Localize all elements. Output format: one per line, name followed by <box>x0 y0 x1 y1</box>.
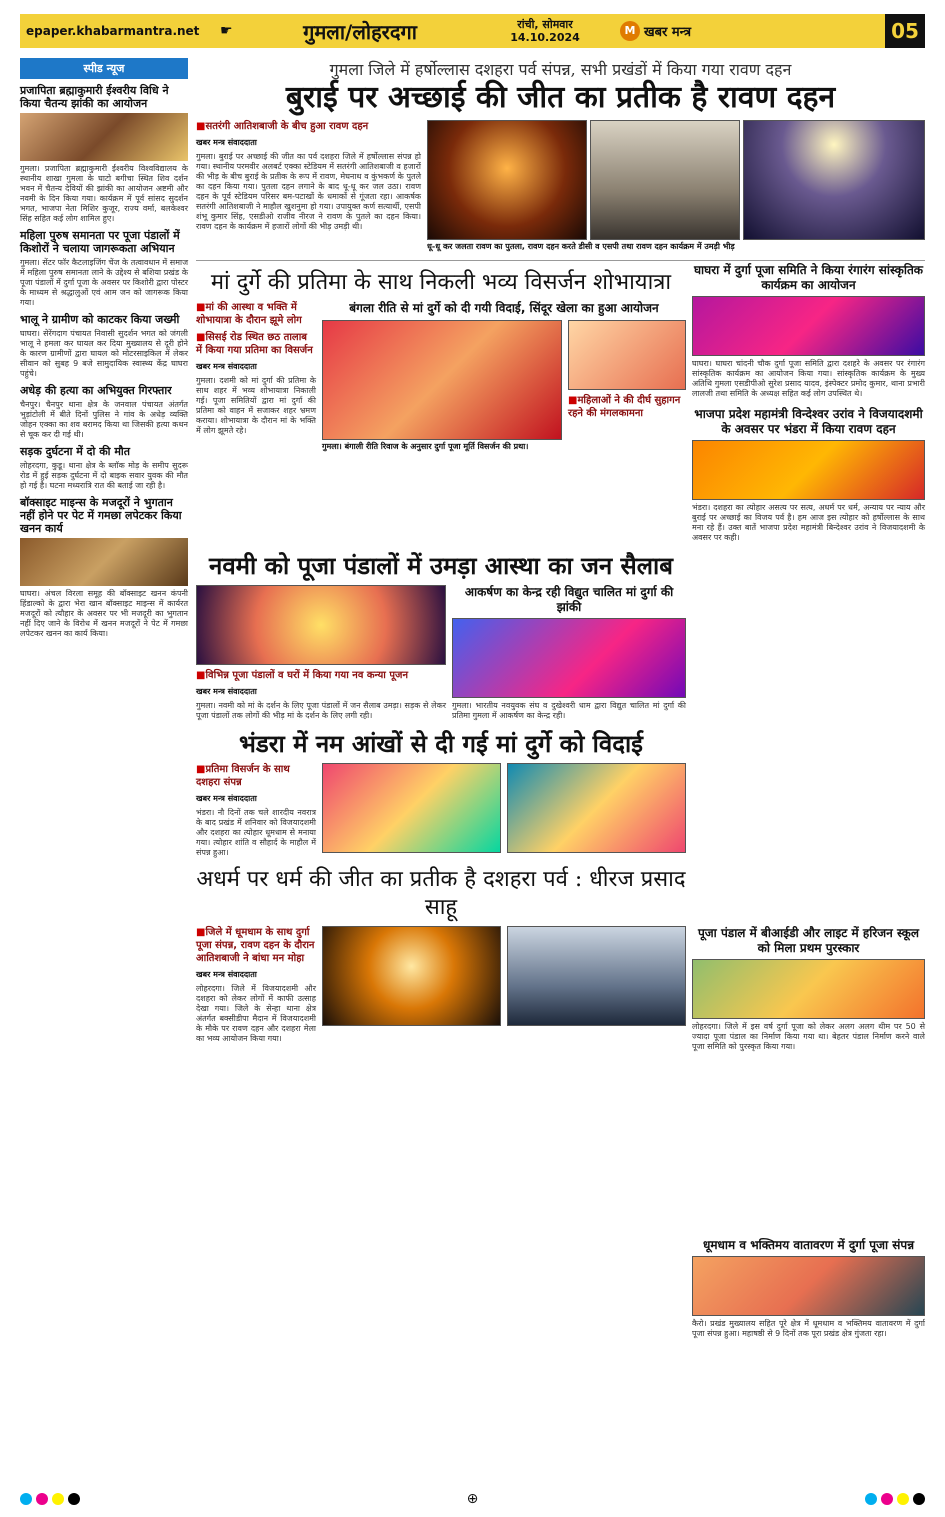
left-story-text: गुमला। सेंटर फॉर कैटलाइजिंग चेंज के तत्वावधान में समाज में महिला पुरुष समानता लाने के उद्देश्य से बशिया प्रखंड के पूजा पंडालों में दुर्गा पूजा के अवसर पर किशोरी द्वारा पोस्टर के माध्यम से श्रद्धालुओं एवं आम जन को जागरूक किया गया। <box>20 258 188 307</box>
brand-logo-icon: M <box>620 21 640 41</box>
ravan-dahan-photo <box>322 926 501 1026</box>
left-story-text: घाघरा। सेरेंगदाग पंचायत निवासी सुदर्शन भगत को जंगली भालू ने हमला कर घायल कर दिया मुख्यालय से दूरी होने के कारण ग्रामीणों द्वारा घायल को मोटरसाइकिल में लेकर सीवान को सुबह 9 बजे सामुदायिक स्वास्थ्य केंद्र घाघरा पहुंचे। <box>20 329 188 378</box>
top-caption: धू-धू कर जलता रावण का पुतला, रावण दहन करते डीसी व एसपी तथा रावण दहन कार्यक्रम में उमड़ी भीड़ <box>427 242 735 251</box>
color-dots-left <box>20 1493 80 1505</box>
left-story-title: बॉक्साइट माइन्स के मजदूरों ने भुगतान नहीं होने पर पेट में गमछा लपेटकर किया खनन कार्य <box>20 496 182 535</box>
registration-mark-icon: ⊕ <box>466 1491 479 1507</box>
left-column <box>20 58 188 639</box>
electric-jhanki-photo <box>452 618 686 698</box>
left-story-title: भालू ने ग्रामीण को काटकर किया जख्मी <box>20 313 180 326</box>
top-kicker: गुमला जिले में हर्षोल्लास दशहरा पर्व संपन्न, सभी प्रखंडों में किया गया रावण दहन <box>329 60 792 79</box>
right-column <box>692 263 925 543</box>
top-byline: खबर मन्त्र संवाददाता <box>196 138 257 147</box>
city-day: रांची, सोमवार <box>517 18 573 31</box>
issue-date <box>470 18 620 44</box>
navami-text: गुमला। नवमी को मां के दर्शन के लिए पूजा पंडालों में जन सैलाब उमड़ा। सड़क से लेकर पूजा पंडालों तक लोगों की भीड़ मां के दर्शन के लिए लगी रही। <box>196 701 446 720</box>
story-photo <box>20 113 188 161</box>
visarjan-photo-block <box>322 301 686 452</box>
cultural-program-photo <box>692 296 925 356</box>
visarjan-caption: गुमला। बंगाली रीति रिवाज के अनुसार दुर्गा पूजा मूर्ति विसर्जन की प्रथा। <box>322 442 529 451</box>
site-url[interactable]: epaper.khabarmantra.net <box>26 24 200 38</box>
officials-photo <box>590 120 740 240</box>
ghaghra-title: घाघरा में दुर्गा पूजा समिति ने किया रंगारंग सांस्कृतिक कार्यक्रम का आयोजन <box>693 263 924 292</box>
black-dot <box>913 1493 925 1505</box>
bhandra-text: भंडरा। नौ दिनों तक चले शारदीय नवरात्र के बाद प्रखंड में शनिवार को विजयादशमी और दशहरा का त्योहार धूमधाम से मनाया गया। त्योहार शांति व सौहार्द के माहौल में संपन्न हुआ। <box>196 808 316 857</box>
visarjan-byline: खबर मन्त्र संवाददाता <box>196 362 257 371</box>
bhajpa-text: भंडरा। दशहरा का त्योहार असत्य पर सत्य, अधर्म पर धर्म, अन्याय पर न्याय और बुराई पर अच्छाई का विजय पर्व है। हम आज इस त्योहार को हर्षोल्लास के साथ मना रहे हैं। उक्त बातें भाजपा प्रदेश महामंत्री बिन्देश्वर उरांव ने विजयादशमी के अवसर पर कही। <box>692 503 925 542</box>
pandal-photo <box>196 585 446 665</box>
left-story[interactable] <box>20 84 188 224</box>
left-story[interactable] <box>20 313 188 379</box>
left-story[interactable] <box>20 229 188 308</box>
left-story-title: प्रजापिता ब्रह्माकुमारी ईश्वरीय विधि ने किया चैतन्य झांकी का आयोजन <box>20 84 169 110</box>
durga-idol-photo <box>322 763 501 853</box>
sahu-text: लोहरदगा। जिले में विजयादशमी और दशहरा को लेकर लोगों में काफी उत्साह देखा गया। जिले के सेन्हा थाना क्षेत्र अंतर्गत बक्सीडीपा मैदान में विजयादशमी के मौके पर रावण दहन और दशहरा मेला का भव्य आयोजन किया गया। <box>196 984 316 1043</box>
page-number: 05 <box>885 14 925 48</box>
left-story-title: सड़क दुर्घटना में दो की मौत <box>20 445 131 458</box>
bhandra-title: भंडरा में नम आंखों से दी गई मां दुर्गे को विदाई <box>239 729 643 758</box>
visarjan-subhead: बंगला रीति से मां दुर्गे को दी गयी विदाई, सिंदूर खेला का हुआ आयोजन <box>349 301 659 315</box>
color-dots-right <box>865 1493 925 1505</box>
speed-news-tag: स्पीड न्यूज <box>20 58 188 79</box>
yellow-dot <box>897 1493 909 1505</box>
section-title: गुमला/लोहरदगा <box>303 19 417 44</box>
color-registration-bar <box>20 1491 925 1507</box>
navami-story[interactable] <box>196 551 686 721</box>
top-bullet: ■ सतरंगी आतिशबाजी के बीच हुआ रावण दहन <box>196 120 421 133</box>
cyan-dot <box>865 1493 877 1505</box>
visarjan-bullet2: ■ महिलाओं ने की दीर्घ सुहागन रहने की मंगलकामना <box>568 394 686 420</box>
visarjan-bullet: ■ मां की आस्था व भक्ति में शोभायात्रा के दौरान झूमे लोग <box>196 301 316 327</box>
story-photo <box>20 538 188 586</box>
sahu-bullet: ■ जिले में धूमधाम के साथ दुर्गा पूजा संपन्न, रावण दहन के दौरान आतिशबाजी ने बांधा मन मोहा <box>196 926 316 965</box>
women-photo <box>568 320 686 390</box>
sindoor-khela-photo <box>322 320 562 440</box>
bhandra-bullet: ■ प्रतिमा विसर्जन के साथ दशहरा संपन्न <box>196 763 316 789</box>
left-story[interactable] <box>20 496 188 639</box>
black-dot <box>68 1493 80 1505</box>
visarjan-story[interactable] <box>196 263 686 543</box>
mela-crowd-photo <box>507 926 686 1026</box>
award-story[interactable] <box>692 926 925 1052</box>
left-story-title: अधेड़ की हत्या का अभियुक्त गिरफ्तार <box>20 384 172 397</box>
left-story-text: चैनपुर। चैनपुर थाना क्षेत्र के जनवाल पंचायत अंतर्गत भुड़ांटोली में बीते दिनों पुलिस ने गांव के अधेड़ व्यक्ति जोहन एक्का का शव बरामद किया था जिसकी हत्या कथन से चूक कर दी गई थी। <box>20 400 188 439</box>
ghaghra-text: घाघरा। घाघरा चांदनी चौक दुर्गा पूजा समिति द्वारा दशहरे के अवसर पर रंगारंग सांस्कृतिक कार्यक्रम का आयोजन किया गया। सांस्कृतिक कार्यक्रम के मुख्य अतिथि गुमला एसडीपीओ सुरेश प्रसाद यादव, इंस्पेक्टर प्रमोद कुमार, थाना प्रभारी लालजी तथा समिति के अध्यक्ष सहित कई लोग उपस्थित थे। <box>692 359 925 398</box>
top-photo-block <box>427 120 925 252</box>
ghaghra-story[interactable] <box>692 263 925 399</box>
navami-text2: गुमला। भारतीय नवयुवक संघ व दुखेश्वरी धाम द्वारा विद्युत चालित मां दुर्गा की प्रतिमा गुमला में आकर्षण का केन्द्र रही। <box>452 701 686 720</box>
top-text: गुमला। बुराई पर अच्छाई की जीत का पर्व दशहरा जिले में हर्षोल्लास संपन्न हो गया। स्थानीय परमवीर अलबर्ट एक्का स्टेडियम में सतरंगी आतिशबाजी व हजारों की भीड़ के बीच बुराई के प्रतीक के रूप में रावण, मेघनाथ व कुंभकर्ण के पुतले का दहन किया गया। पुतला दहन लगाने के बाद धू-धू कर जल उठा। रावण दहन के पूर्व स्टेडियम परिसर बम-पटाखों के धमाकों से गूंजता रहा। आकर्षक सतरंगी आतिशबाजी ने माहौल खुशनुमा हो गया। उपायुक्त कर्ण सत्यार्थी, एसपी शंभू कुमार सिंह, एसडीओ राजीव नीरज ने रावण के पुतले का दहन किया। रावण दहन के कार्यक्रम में हजारों लोगों की भीड़ उमड़ी थी। <box>196 152 421 231</box>
magenta-dot <box>36 1493 48 1505</box>
left-story[interactable] <box>20 445 188 491</box>
brand <box>620 21 730 41</box>
sahu-story[interactable] <box>196 866 686 1044</box>
left-story-text: घाघरा। अंचल विरला समूह की बॉक्साइट खनन कंपनी हिंडाल्को के द्वारा भेरा खान बॉक्साइट माइन्स में कार्यरत मजदूरों को त्यौहार के अवसर पर भी मजदूरी का भुगतान नहीं दिए जाने के विरोध में खनन मजदूरों ने पेट में गमछा लपेटकर खनन का कार्य किया। <box>20 589 188 638</box>
navami-title: नवमी को पूजा पंडालों में उमड़ा आस्था का जन सैलाब <box>209 551 673 580</box>
bhajpa-story[interactable] <box>692 407 925 543</box>
sahu-byline: खबर मन्त्र संवाददाता <box>196 970 257 979</box>
cyan-dot <box>20 1493 32 1505</box>
bhandra-story[interactable] <box>196 729 686 858</box>
left-story[interactable] <box>20 384 188 440</box>
top-text-block <box>196 120 421 252</box>
navami-bullet: ■ विभिन्न पूजा पंडालों व घरों में किया गया नव कन्या पूजन <box>196 669 446 682</box>
left-story-title: महिला पुरुष समानता पर पूजा पंडालों में किशोरों ने चलाया जागरूकता अभियान <box>20 229 180 255</box>
magenta-dot <box>881 1493 893 1505</box>
yellow-dot <box>52 1493 64 1505</box>
left-story-text: गुमला। प्रजापिता ब्रह्माकुमारी ईश्वरीय विश्वविद्यालय के स्थानीय शाखा गुमला के घाटो बगीचा स्थित शिव दर्शन भवन में चैतन्य देवियों की झांकी का आयोजन अष्टमी और नवमी के दिन किया गया। कार्यक्रम में पूर्व सांसद सुदर्शन भगत, भाजपा नेता मिशिर कुजूर, राज्य वर्मा, बलकेश्वर सिंह सहित कई लोग शामिल हुए। <box>20 164 188 223</box>
dhoom-text: कैरो। प्रखंड मुख्यालय सहित पूरे क्षेत्र में धूमधाम व भक्तिमय वातावरण में दुर्गा पूजा संपन्न हुआ। महाषष्ठी से 9 दिनों तक पूरा प्रखंड क्षेत्र गुंजता रहा। <box>692 1319 925 1338</box>
brand-name: खबर मन्त्र <box>644 25 692 40</box>
bhajpa-title: भाजपा प्रदेश महामंत्री विन्देश्वर उरांव ने विजयादशमी के अवसर पर भंडरा में किया रावण दहन <box>694 407 923 436</box>
award-title: पूजा पंडाल में बीआईडी और लाइट में हरिजन स्कूल को मिला प्रथम पुरस्कार <box>697 926 920 955</box>
navami-byline: खबर मन्त्र संवाददाता <box>196 687 257 696</box>
visarjan-kicker: मां दुर्गे की प्रतिमा के साथ निकली भव्य विसर्जन शोभायात्रा <box>210 270 672 295</box>
visarjan-photo <box>507 763 686 853</box>
top-story[interactable] <box>196 58 925 252</box>
dhoom-title: धूमधाम व भक्तिमय वातावरण में दुर्गा पूजा संपन्न <box>702 1238 915 1252</box>
main-column <box>196 58 925 1338</box>
navami-subhead: आकर्षण का केन्द्र रही विद्युत चालित मां दुर्गा की झांकी <box>464 585 674 614</box>
sahu-title: अधर्म पर धर्म की जीत का प्रतीक है दशहरा पर्व : धीरज प्रसाद साहू <box>196 867 686 920</box>
ravan-burning-photo <box>427 120 587 240</box>
pointer-icon: ☛ <box>220 23 233 39</box>
durga-puja-photo <box>692 1256 925 1316</box>
crowd-photo <box>743 120 925 240</box>
masthead <box>20 14 925 48</box>
visarjan-bullet: ■ सिसई रोड स्थित छठ तालाब में किया गया प्रतिमा का विसर्जन <box>196 331 316 357</box>
award-photo <box>692 959 925 1019</box>
left-story-text: लोहरदगा, कुडू। थाना क्षेत्र के ब्लॉक मोड़ के समीप सुदरू रोड में हुई सड़क दुर्घटना में दो बाइक सवार युवक की मौत हो गई है। घटना मध्यरात्रि रात की बताई जा रही है। <box>20 461 188 490</box>
top-headline: बुराई पर अच्छाई की जीत का प्रतीक है रावण दहन <box>285 80 836 115</box>
bhajpa-photo <box>692 440 925 500</box>
bhandra-byline: खबर मन्त्र संवाददाता <box>196 794 257 803</box>
visarjan-text-block <box>196 301 316 452</box>
visarjan-text: गुमला। दशमी को मां दुर्गा की प्रतिमा के साथ शहर में भव्य शोभायात्रा निकाली गई। पूजा समितियों द्वारा मां दुर्गा की प्रतिमा को वाहन में सजाकर शहर भ्रमण कराया। शोभायात्रा के दौरान मां के भक्ति में लोग झूमते रहे। <box>196 376 316 435</box>
dhoom-story[interactable] <box>692 1238 925 1339</box>
date: 14.10.2024 <box>510 31 580 44</box>
award-text: लोहरदगा। जिले में इस वर्ष दुर्गा पूजा को लेकर अलग अलग थीम पर 50 से ज्यादा पूजा पंडाल का निर्माण किया गया था। बेहतर पंडाल निर्माण करने वाले पूजा समिति को पुरस्कृत किया गया। <box>692 1022 925 1051</box>
